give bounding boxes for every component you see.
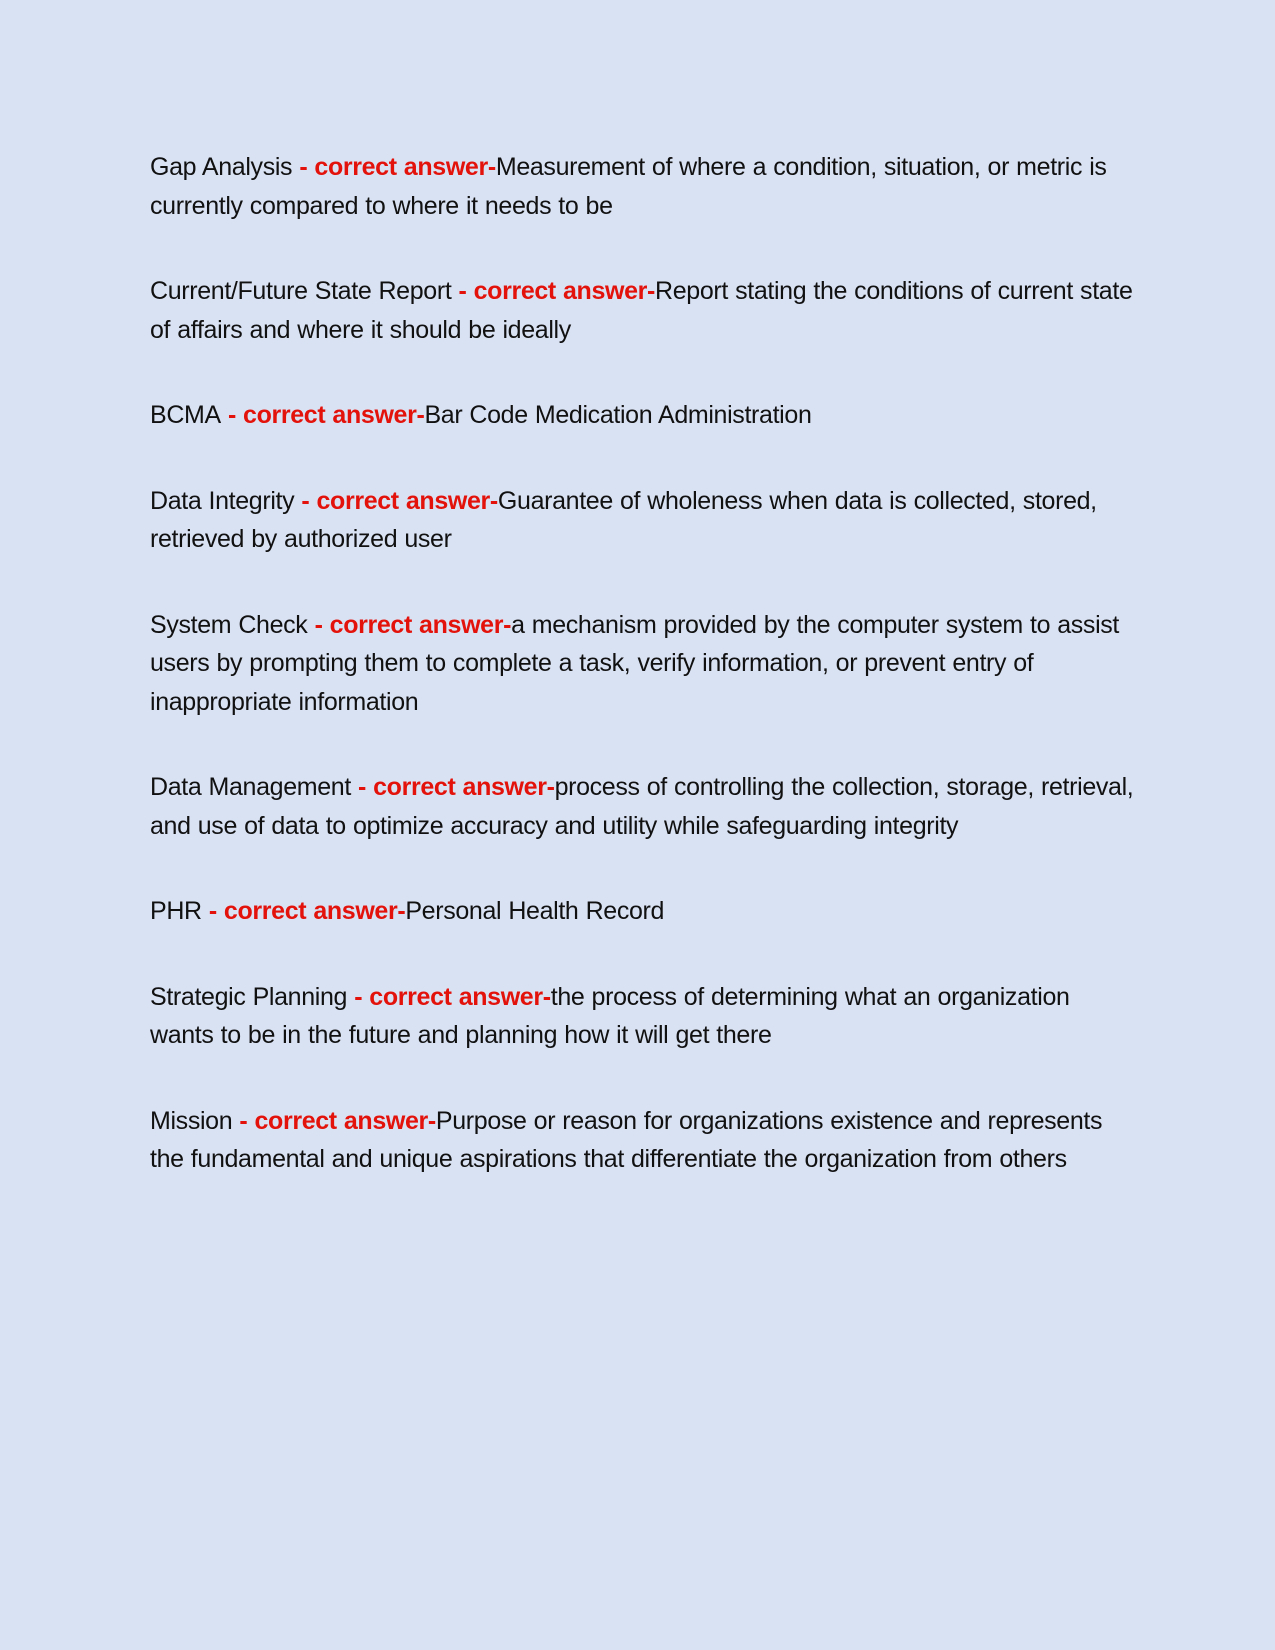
entry-definition: process of controlling the collection, storage, retrieval, and use of data to optimize accuracy and utility while safeguarding integrity [150, 773, 1134, 840]
correct-answer-marker: - correct answer- [201, 897, 406, 925]
entry-term: Mission [150, 1106, 233, 1135]
entry-definition: Personal Health Record [405, 897, 665, 925]
correct-answer-marker: - correct answer- [347, 982, 551, 1011]
correct-answer-marker: - correct answer- [307, 610, 512, 639]
entry-term: Data Management [150, 773, 351, 801]
entry-term: PHR [150, 897, 202, 925]
flashcard-entry [150, 768, 1135, 845]
entry-definition: Guarantee of wholeness when data is collected, stored, retrieved by authorized user [150, 486, 1097, 553]
correct-answer-marker: - correct answer- [232, 1106, 436, 1135]
flashcard-entry [150, 978, 1135, 1055]
flashcard-entry [150, 272, 1135, 349]
flashcard-entry [150, 1102, 1135, 1179]
entry-term: Strategic Planning [150, 982, 348, 1011]
flashcard-entry [150, 606, 1135, 722]
entry-definition: Report stating the conditions of current state of affairs and where it should be ideally [150, 277, 1133, 344]
correct-answer-marker: - correct answer- [350, 773, 555, 801]
flashcard-entry [150, 396, 1135, 435]
entry-term: System Check [150, 610, 308, 639]
correct-answer-marker: - correct answer- [294, 486, 498, 515]
correct-answer-marker: - correct answer- [292, 153, 496, 181]
entry-term: Gap Analysis [150, 153, 293, 181]
flashcard-entry [150, 482, 1135, 559]
entry-definition: Measurement of where a condition, situation, or metric is currently compared to where it needs to be [150, 153, 1107, 220]
entry-term: BCMA [150, 401, 221, 429]
correct-answer-marker: - correct answer- [220, 401, 425, 429]
flashcard-entry [150, 892, 1135, 931]
entry-term: Current/Future State Report [150, 277, 452, 305]
entry-definition: Purpose or reason for organizations existence and represents the fundamental and unique aspirations that differentiate the organization from others [150, 1106, 1103, 1173]
correct-answer-marker: - correct answer- [451, 277, 656, 305]
document-page [150, 148, 1135, 1226]
entry-definition: a mechanism provided by the computer system to assist users by prompting them to complete a task, verify information, or prevent entry of inappropriate information [150, 610, 1120, 716]
entry-definition: Bar Code Medication Administration [424, 401, 812, 429]
entry-term: Data Integrity [150, 486, 295, 515]
entry-definition: the process of determining what an organization wants to be in the future and planning how it will get there [150, 982, 1070, 1049]
flashcard-entry [150, 148, 1135, 225]
